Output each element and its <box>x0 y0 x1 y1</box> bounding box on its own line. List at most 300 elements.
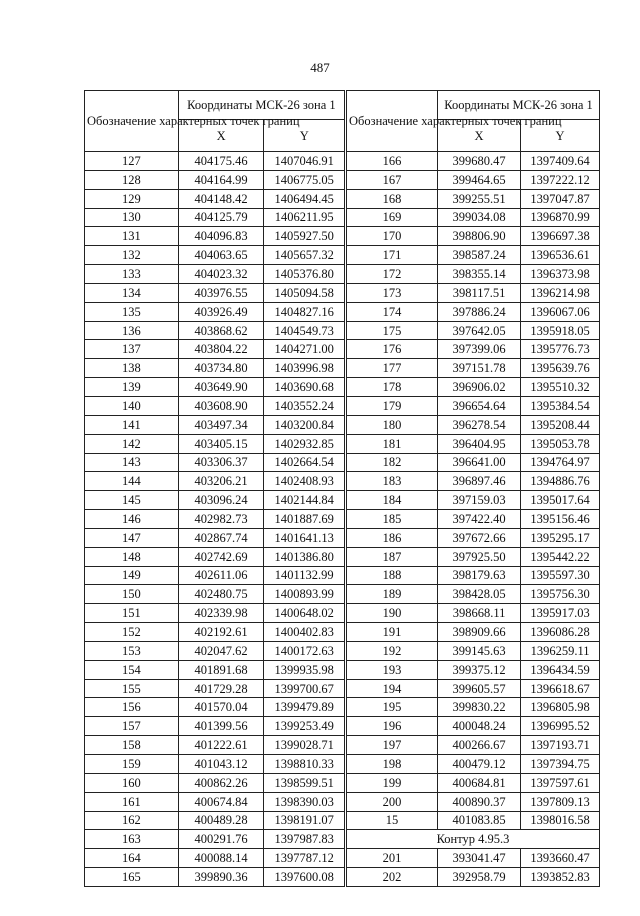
table-row <box>85 265 345 284</box>
point-id-cell: 155 <box>85 679 179 698</box>
point-id-cell: 193 <box>347 660 438 679</box>
table-row <box>85 283 345 302</box>
x-coordinate-cell: 396641.00 <box>438 453 521 472</box>
point-id-cell: 142 <box>85 434 179 453</box>
table-row <box>347 679 600 698</box>
x-coordinate-cell: 401399.56 <box>178 717 264 736</box>
table-row <box>85 792 345 811</box>
point-id-cell: 201 <box>347 849 438 868</box>
y-coordinate-cell: 1395639.76 <box>521 359 600 378</box>
table-row <box>85 773 345 792</box>
y-coordinate-cell: 1395917.03 <box>521 604 600 623</box>
y-coordinate-cell: 1404827.16 <box>264 302 345 321</box>
point-id-cell: 168 <box>347 189 438 208</box>
x-coordinate-cell: 403804.22 <box>178 340 264 359</box>
x-coordinate-cell: 400489.28 <box>178 811 264 830</box>
table-row <box>347 660 600 679</box>
point-id-cell: 145 <box>85 491 179 510</box>
y-coordinate-cell: 1395384.54 <box>521 396 600 415</box>
table-row <box>347 302 600 321</box>
table-row <box>347 868 600 887</box>
point-id-cell: 127 <box>85 152 179 171</box>
table-row <box>347 755 600 774</box>
table-row <box>85 698 345 717</box>
point-id-cell: 194 <box>347 679 438 698</box>
table-row <box>85 227 345 246</box>
point-id-cell: 158 <box>85 736 179 755</box>
point-id-cell: 157 <box>85 717 179 736</box>
point-id-cell: 191 <box>347 623 438 642</box>
y-coordinate-cell: 1406211.95 <box>264 208 345 227</box>
point-id-cell: 181 <box>347 434 438 453</box>
y-coordinate-cell: 1396995.52 <box>521 717 600 736</box>
table-row <box>347 227 600 246</box>
y-coordinate-cell: 1393660.47 <box>521 849 600 868</box>
table-row <box>85 359 345 378</box>
y-coordinate-cell: 1395510.32 <box>521 378 600 397</box>
table-row <box>347 811 600 830</box>
x-coordinate-cell: 399255.51 <box>438 189 521 208</box>
table-row <box>85 604 345 623</box>
y-coordinate-cell: 1399700.67 <box>264 679 345 698</box>
y-coordinate-cell: 1395597.30 <box>521 566 600 585</box>
y-coordinate-cell: 1395295.17 <box>521 528 600 547</box>
table-row <box>85 528 345 547</box>
x-coordinate-cell: 392958.79 <box>438 868 521 887</box>
table-row <box>85 434 345 453</box>
x-coordinate-cell: 403608.90 <box>178 396 264 415</box>
table-row <box>85 378 345 397</box>
point-id-cell: 186 <box>347 528 438 547</box>
y-coordinate-cell: 1400648.02 <box>264 604 345 623</box>
point-id-cell: 136 <box>85 321 179 340</box>
y-coordinate-cell: 1399935.98 <box>264 660 345 679</box>
contour-label: Контур 4.95.3 <box>347 830 600 849</box>
point-id-cell: 180 <box>347 415 438 434</box>
table-row <box>347 246 600 265</box>
point-id-cell: 177 <box>347 359 438 378</box>
point-id-cell: 143 <box>85 453 179 472</box>
coordinates-table-left <box>84 90 345 887</box>
y-coordinate-cell: 1403996.98 <box>264 359 345 378</box>
point-id-cell: 146 <box>85 510 179 529</box>
point-id-cell: 159 <box>85 755 179 774</box>
x-coordinate-cell: 397151.78 <box>438 359 521 378</box>
point-id-cell: 189 <box>347 585 438 604</box>
table-row <box>347 528 600 547</box>
table-row <box>85 623 345 642</box>
y-coordinate-cell: 1396373.98 <box>521 265 600 284</box>
y-coordinate-cell: 1399028.71 <box>264 736 345 755</box>
y-coordinate-cell: 1398599.51 <box>264 773 345 792</box>
table-row <box>347 189 600 208</box>
table-row <box>347 359 600 378</box>
table-row <box>85 396 345 415</box>
x-coordinate-cell: 400266.67 <box>438 736 521 755</box>
x-coordinate-cell: 400674.84 <box>178 792 264 811</box>
y-coordinate-cell: 1395208.44 <box>521 415 600 434</box>
y-coordinate-cell: 1401887.69 <box>264 510 345 529</box>
point-id-cell: 165 <box>85 868 179 887</box>
table-row <box>347 641 600 660</box>
y-coordinate-cell: 1397809.13 <box>521 792 600 811</box>
y-coordinate-cell: 1396086.28 <box>521 623 600 642</box>
point-id-cell: 162 <box>85 811 179 830</box>
x-coordinate-cell: 399680.47 <box>438 152 521 171</box>
x-coordinate-cell: 402742.69 <box>178 547 264 566</box>
point-id-cell: 163 <box>85 830 179 849</box>
x-coordinate-cell: 404096.83 <box>178 227 264 246</box>
y-coordinate-cell: 1399253.49 <box>264 717 345 736</box>
point-id-cell: 131 <box>85 227 179 246</box>
point-id-cell: 167 <box>347 170 438 189</box>
point-id-cell: 161 <box>85 792 179 811</box>
y-coordinate-cell: 1402664.54 <box>264 453 345 472</box>
point-id-cell: 174 <box>347 302 438 321</box>
x-coordinate-cell: 401222.61 <box>178 736 264 755</box>
x-coordinate-cell: 396404.95 <box>438 434 521 453</box>
point-id-cell: 139 <box>85 378 179 397</box>
table-row <box>85 510 345 529</box>
point-id-cell: 185 <box>347 510 438 529</box>
x-coordinate-cell: 400291.76 <box>178 830 264 849</box>
x-coordinate-cell: 399145.63 <box>438 641 521 660</box>
y-coordinate-cell: 1406775.05 <box>264 170 345 189</box>
x-column-header: X <box>438 120 521 152</box>
x-coordinate-cell: 397399.06 <box>438 340 521 359</box>
table-row <box>85 736 345 755</box>
x-coordinate-cell: 402480.75 <box>178 585 264 604</box>
x-coordinate-cell: 396654.64 <box>438 396 521 415</box>
table-row <box>85 415 345 434</box>
point-id-cell: 130 <box>85 208 179 227</box>
y-column-header: Y <box>264 120 345 152</box>
point-id-cell: 187 <box>347 547 438 566</box>
point-id-cell: 188 <box>347 566 438 585</box>
x-coordinate-cell: 398587.24 <box>438 246 521 265</box>
x-coordinate-cell: 404164.99 <box>178 170 264 189</box>
point-id-cell: 129 <box>85 189 179 208</box>
point-id-cell: 170 <box>347 227 438 246</box>
point-id-cell: 132 <box>85 246 179 265</box>
table-row <box>85 170 345 189</box>
table-row <box>347 792 600 811</box>
table-row <box>347 773 600 792</box>
point-id-cell: 148 <box>85 547 179 566</box>
point-id-cell: 144 <box>85 472 179 491</box>
x-coordinate-cell: 399375.12 <box>438 660 521 679</box>
x-coordinate-cell: 397422.40 <box>438 510 521 529</box>
y-coordinate-cell: 1402144.84 <box>264 491 345 510</box>
table-row <box>347 510 600 529</box>
x-coordinate-cell: 400684.81 <box>438 773 521 792</box>
point-id-cell: 160 <box>85 773 179 792</box>
table-row <box>347 547 600 566</box>
x-coordinate-cell: 401570.04 <box>178 698 264 717</box>
x-coordinate-cell: 400048.24 <box>438 717 521 736</box>
x-coordinate-cell: 400862.26 <box>178 773 264 792</box>
table-row <box>347 396 600 415</box>
point-id-cell: 195 <box>347 698 438 717</box>
contour-section-row <box>347 830 600 849</box>
y-coordinate-cell: 1398191.07 <box>264 811 345 830</box>
point-id-cell: 137 <box>85 340 179 359</box>
y-column-header: Y <box>521 120 600 152</box>
table-row <box>347 283 600 302</box>
point-id-cell: 135 <box>85 302 179 321</box>
y-coordinate-cell: 1401641.13 <box>264 528 345 547</box>
x-coordinate-cell: 400479.12 <box>438 755 521 774</box>
table-row <box>347 265 600 284</box>
x-coordinate-cell: 398668.11 <box>438 604 521 623</box>
table-row <box>347 208 600 227</box>
point-id-cell: 171 <box>347 246 438 265</box>
point-column-header: Обозначение характерных точек границ <box>85 91 179 152</box>
table-row <box>347 566 600 585</box>
table-row <box>347 698 600 717</box>
x-coordinate-cell: 397925.50 <box>438 547 521 566</box>
table-row <box>347 453 600 472</box>
x-coordinate-cell: 403926.49 <box>178 302 264 321</box>
y-coordinate-cell: 1396870.99 <box>521 208 600 227</box>
table-row <box>85 868 345 887</box>
y-coordinate-cell: 1393852.83 <box>521 868 600 887</box>
y-coordinate-cell: 1398810.33 <box>264 755 345 774</box>
table-row <box>347 717 600 736</box>
x-coordinate-cell: 403206.21 <box>178 472 264 491</box>
table-row <box>85 246 345 265</box>
table-row <box>85 208 345 227</box>
table-row <box>347 849 600 868</box>
table-row <box>85 547 345 566</box>
y-coordinate-cell: 1399479.89 <box>264 698 345 717</box>
y-coordinate-cell: 1395156.46 <box>521 510 600 529</box>
x-coordinate-cell: 400890.37 <box>438 792 521 811</box>
table-row <box>347 152 600 171</box>
y-coordinate-cell: 1397600.08 <box>264 868 345 887</box>
point-id-cell: 173 <box>347 283 438 302</box>
table-row <box>85 585 345 604</box>
table-row <box>347 623 600 642</box>
y-coordinate-cell: 1400402.83 <box>264 623 345 642</box>
point-id-cell: 164 <box>85 849 179 868</box>
y-coordinate-cell: 1404549.73 <box>264 321 345 340</box>
point-id-cell: 192 <box>347 641 438 660</box>
y-coordinate-cell: 1396697.38 <box>521 227 600 246</box>
y-coordinate-cell: 1394886.76 <box>521 472 600 491</box>
table-row <box>347 321 600 340</box>
x-coordinate-cell: 399605.57 <box>438 679 521 698</box>
point-id-cell: 200 <box>347 792 438 811</box>
x-coordinate-cell: 402982.73 <box>178 510 264 529</box>
table-row <box>85 472 345 491</box>
y-coordinate-cell: 1405376.80 <box>264 265 345 284</box>
x-coordinate-cell: 398909.66 <box>438 623 521 642</box>
y-coordinate-cell: 1404271.00 <box>264 340 345 359</box>
x-coordinate-cell: 399464.65 <box>438 170 521 189</box>
x-coordinate-cell: 401083.85 <box>438 811 521 830</box>
table-row <box>85 321 345 340</box>
y-coordinate-cell: 1396214.98 <box>521 283 600 302</box>
point-id-cell: 138 <box>85 359 179 378</box>
x-coordinate-cell: 403405.15 <box>178 434 264 453</box>
x-coordinate-cell: 398428.05 <box>438 585 521 604</box>
point-id-cell: 199 <box>347 773 438 792</box>
point-id-cell: 197 <box>347 736 438 755</box>
point-id-cell: 151 <box>85 604 179 623</box>
y-coordinate-cell: 1397193.71 <box>521 736 600 755</box>
table-row <box>85 660 345 679</box>
table-row <box>85 491 345 510</box>
table-row <box>85 340 345 359</box>
x-coordinate-cell: 396906.02 <box>438 378 521 397</box>
point-id-cell: 152 <box>85 623 179 642</box>
y-coordinate-cell: 1397987.83 <box>264 830 345 849</box>
table-row <box>85 755 345 774</box>
coords-column-header: Координаты МСК-26 зона 1 <box>438 91 600 120</box>
x-coordinate-cell: 399890.36 <box>178 868 264 887</box>
y-coordinate-cell: 1397047.87 <box>521 189 600 208</box>
table-row <box>347 415 600 434</box>
table-row <box>347 378 600 397</box>
x-coordinate-cell: 404175.46 <box>178 152 264 171</box>
y-coordinate-cell: 1395776.73 <box>521 340 600 359</box>
y-coordinate-cell: 1406494.45 <box>264 189 345 208</box>
y-coordinate-cell: 1398016.58 <box>521 811 600 830</box>
x-coordinate-cell: 402047.62 <box>178 641 264 660</box>
x-coordinate-cell: 404063.65 <box>178 246 264 265</box>
y-coordinate-cell: 1396618.67 <box>521 679 600 698</box>
y-coordinate-cell: 1400172.63 <box>264 641 345 660</box>
table-row <box>347 340 600 359</box>
x-coordinate-cell: 404023.32 <box>178 265 264 284</box>
table-row <box>347 472 600 491</box>
y-coordinate-cell: 1395053.78 <box>521 434 600 453</box>
point-id-cell: 153 <box>85 641 179 660</box>
point-id-cell: 134 <box>85 283 179 302</box>
table-row <box>85 189 345 208</box>
y-coordinate-cell: 1395017.64 <box>521 491 600 510</box>
y-coordinate-cell: 1405094.58 <box>264 283 345 302</box>
point-column-header: Обозначение характерных точек границ <box>347 91 438 152</box>
y-coordinate-cell: 1397787.12 <box>264 849 345 868</box>
point-id-cell: 15 <box>347 811 438 830</box>
y-coordinate-cell: 1403690.68 <box>264 378 345 397</box>
table-row <box>347 434 600 453</box>
x-coordinate-cell: 402339.98 <box>178 604 264 623</box>
point-id-cell: 198 <box>347 755 438 774</box>
x-coordinate-cell: 402867.74 <box>178 528 264 547</box>
y-coordinate-cell: 1396805.98 <box>521 698 600 717</box>
y-coordinate-cell: 1400893.99 <box>264 585 345 604</box>
point-id-cell: 183 <box>347 472 438 491</box>
point-id-cell: 133 <box>85 265 179 284</box>
point-id-cell: 150 <box>85 585 179 604</box>
x-coordinate-cell: 403649.90 <box>178 378 264 397</box>
point-id-cell: 147 <box>85 528 179 547</box>
y-coordinate-cell: 1397409.64 <box>521 152 600 171</box>
table-row <box>85 641 345 660</box>
y-coordinate-cell: 1401386.80 <box>264 547 345 566</box>
table-row <box>85 717 345 736</box>
point-id-cell: 179 <box>347 396 438 415</box>
x-coordinate-cell: 398179.63 <box>438 566 521 585</box>
x-coordinate-cell: 400088.14 <box>178 849 264 868</box>
x-coordinate-cell: 399034.08 <box>438 208 521 227</box>
table-row <box>347 585 600 604</box>
point-id-cell: 169 <box>347 208 438 227</box>
point-id-cell: 176 <box>347 340 438 359</box>
point-id-cell: 178 <box>347 378 438 397</box>
point-id-cell: 149 <box>85 566 179 585</box>
x-coordinate-cell: 401729.28 <box>178 679 264 698</box>
x-coordinate-cell: 403734.80 <box>178 359 264 378</box>
x-coordinate-cell: 402611.06 <box>178 566 264 585</box>
x-column-header: X <box>178 120 264 152</box>
x-coordinate-cell: 403868.62 <box>178 321 264 340</box>
x-coordinate-cell: 397642.05 <box>438 321 521 340</box>
x-coordinate-cell: 397159.03 <box>438 491 521 510</box>
x-coordinate-cell: 396897.46 <box>438 472 521 491</box>
y-coordinate-cell: 1397222.12 <box>521 170 600 189</box>
y-coordinate-cell: 1401132.99 <box>264 566 345 585</box>
x-coordinate-cell: 403096.24 <box>178 491 264 510</box>
point-id-cell: 202 <box>347 868 438 887</box>
table-row <box>347 604 600 623</box>
point-id-cell: 141 <box>85 415 179 434</box>
x-coordinate-cell: 396278.54 <box>438 415 521 434</box>
x-coordinate-cell: 398355.14 <box>438 265 521 284</box>
point-id-cell: 140 <box>85 396 179 415</box>
x-coordinate-cell: 403306.37 <box>178 453 264 472</box>
point-id-cell: 172 <box>347 265 438 284</box>
point-id-cell: 196 <box>347 717 438 736</box>
page-number: 487 <box>310 60 330 75</box>
x-coordinate-cell: 402192.61 <box>178 623 264 642</box>
x-coordinate-cell: 404125.79 <box>178 208 264 227</box>
table-row <box>85 302 345 321</box>
y-coordinate-cell: 1397597.61 <box>521 773 600 792</box>
x-coordinate-cell: 403497.34 <box>178 415 264 434</box>
table-row <box>85 453 345 472</box>
table-row <box>85 152 345 171</box>
y-coordinate-cell: 1396067.06 <box>521 302 600 321</box>
point-id-cell: 184 <box>347 491 438 510</box>
point-id-cell: 182 <box>347 453 438 472</box>
coords-column-header: Координаты МСК-26 зона 1 <box>178 91 344 120</box>
y-coordinate-cell: 1403200.84 <box>264 415 345 434</box>
table-row <box>85 849 345 868</box>
x-coordinate-cell: 398117.51 <box>438 283 521 302</box>
coordinates-table-right <box>346 90 600 887</box>
x-coordinate-cell: 398806.90 <box>438 227 521 246</box>
y-coordinate-cell: 1396434.59 <box>521 660 600 679</box>
y-coordinate-cell: 1405657.32 <box>264 246 345 265</box>
y-coordinate-cell: 1402932.85 <box>264 434 345 453</box>
y-coordinate-cell: 1398390.03 <box>264 792 345 811</box>
point-id-cell: 156 <box>85 698 179 717</box>
table-row <box>85 566 345 585</box>
y-coordinate-cell: 1396259.11 <box>521 641 600 660</box>
x-coordinate-cell: 401043.12 <box>178 755 264 774</box>
y-coordinate-cell: 1397394.75 <box>521 755 600 774</box>
point-id-cell: 166 <box>347 152 438 171</box>
table-row <box>85 830 345 849</box>
x-coordinate-cell: 397886.24 <box>438 302 521 321</box>
x-coordinate-cell: 393041.47 <box>438 849 521 868</box>
y-coordinate-cell: 1402408.93 <box>264 472 345 491</box>
table-row <box>347 170 600 189</box>
